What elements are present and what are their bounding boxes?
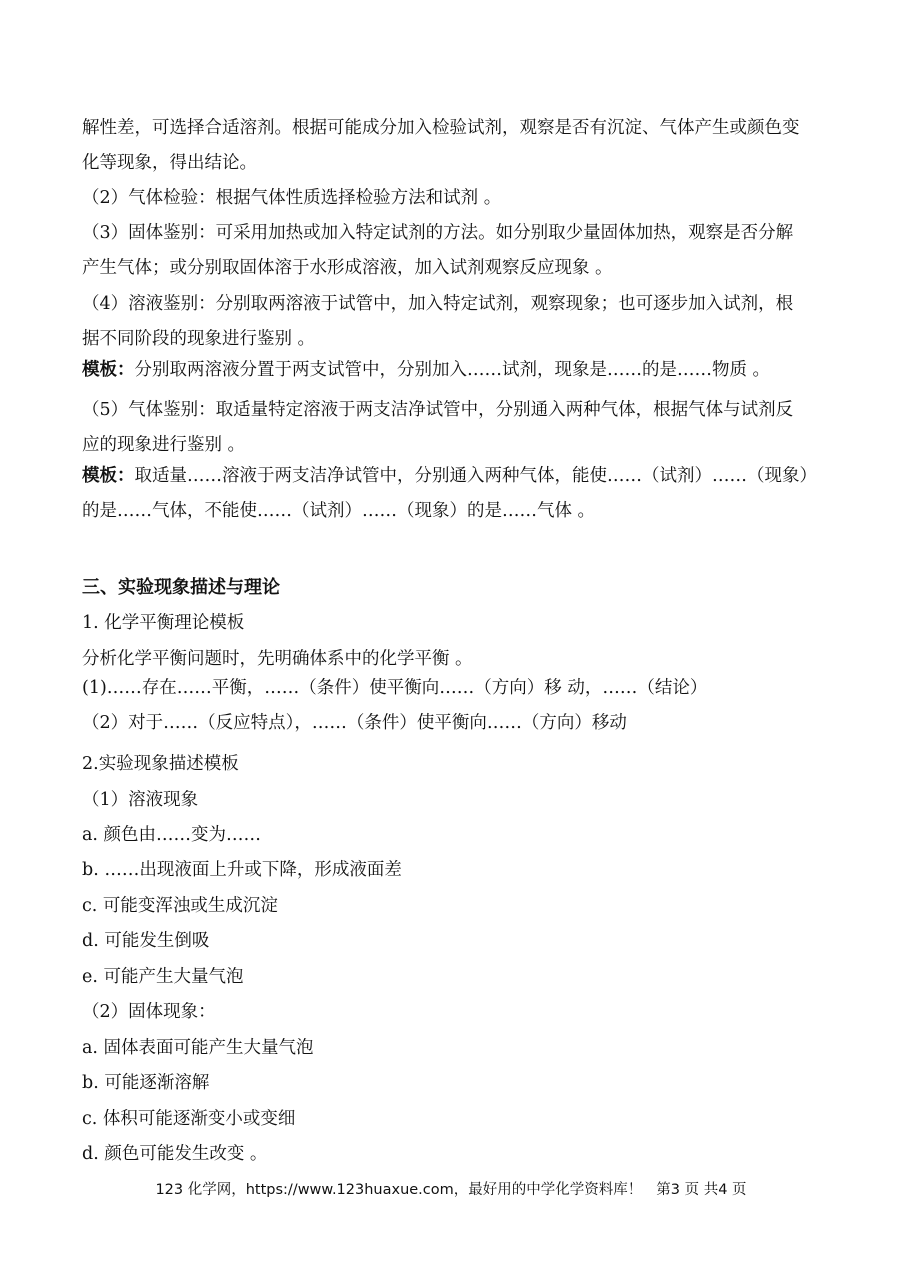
- paragraph-line: （5）气体鉴别：取适量特定溶液于两支洁净试管中，分别通入两种气体，根据气体与试剂反: [82, 400, 794, 420]
- paragraph-line: （4）溶液鉴别：分别取两溶液于试管中，加入特定试剂，观察现象；也可逐步加入试剂，根: [82, 294, 794, 314]
- paragraph-line: 产生气体；或分别取固体溶于水形成溶液，加入试剂观察反应现象 。: [82, 258, 613, 278]
- list-item: c. 体积可能逐渐变小或变细: [82, 1109, 296, 1129]
- template-line: [82, 358, 770, 382]
- list-title: （1）溶液现象: [82, 790, 199, 810]
- list-title: （2）固体现象：: [82, 1002, 216, 1022]
- page-number: 第3 页 共4 页: [656, 1182, 747, 1198]
- subsection-title: 1. 化学平衡理论模板: [82, 613, 245, 633]
- paragraph-line: 分析化学平衡问题时，先明确体系中的化学平衡 。: [82, 649, 473, 669]
- list-item: b. ……出现液面上升或下降，形成液面差: [82, 860, 402, 880]
- list-item: （2）对于……（反应特点），……（条件）使平衡向……（方向）移动: [82, 713, 627, 733]
- template-line: [82, 464, 817, 488]
- paragraph-line: （3）固体鉴别：可采用加热或加入特定试剂的方法。如分别取少量固体加热，观察是否分解: [82, 223, 794, 243]
- template-text: 取适量……溶液于两支洁净试管中，分别通入两种气体，能使……（试剂）……（现象）: [134, 466, 817, 486]
- list-item: d. 颜色可能发生改变 。: [82, 1144, 268, 1164]
- section-heading: 三、实验现象描述与理论: [82, 577, 280, 598]
- template-label: 模板：: [82, 360, 135, 380]
- template-label: 模板：: [82, 466, 135, 486]
- list-item: d. 可能发生倒吸: [82, 931, 210, 951]
- paragraph-line: 应的现象进行鉴别 。: [82, 435, 246, 455]
- list-item: b. 可能逐渐溶解: [82, 1073, 210, 1093]
- list-item: a. 固体表面可能产生大量气泡: [82, 1038, 314, 1058]
- paragraph-line: 的是……气体，不能使……（试剂）……（现象）的是……气体 。: [82, 501, 596, 521]
- list-item: e. 可能产生大量气泡: [82, 967, 244, 987]
- list-item: a. 颜色由……变为……: [82, 825, 262, 845]
- paragraph-line: 化等现象，得出结论。: [82, 153, 257, 173]
- page-footer: [0, 1180, 902, 1200]
- paragraph-line: 据不同阶段的现象进行鉴别 。: [82, 329, 316, 349]
- paragraph-line: 解性差，可选择合适溶剂。根据可能成分加入检验试剂，观察是否有沉淀、气体产生或颜色变: [82, 118, 800, 138]
- subsection-title: 2.实验现象描述模板: [82, 754, 239, 774]
- list-item: c. 可能变浑浊或生成沉淀: [82, 896, 278, 916]
- list-item: (1)……存在……平衡，……（条件）使平衡向……（方向）移 动，……（结论）: [82, 678, 708, 698]
- paragraph-line: （2）气体检验：根据气体性质选择检验方法和试剂 。: [82, 188, 502, 208]
- template-text: 分别取两溶液分置于两支试管中，分别加入……试剂，现象是……的是……物质 。: [134, 360, 771, 380]
- footer-site-text: 123 化学网，https://www.123huaxue.com，最好用的中学化学资料库！: [155, 1182, 643, 1198]
